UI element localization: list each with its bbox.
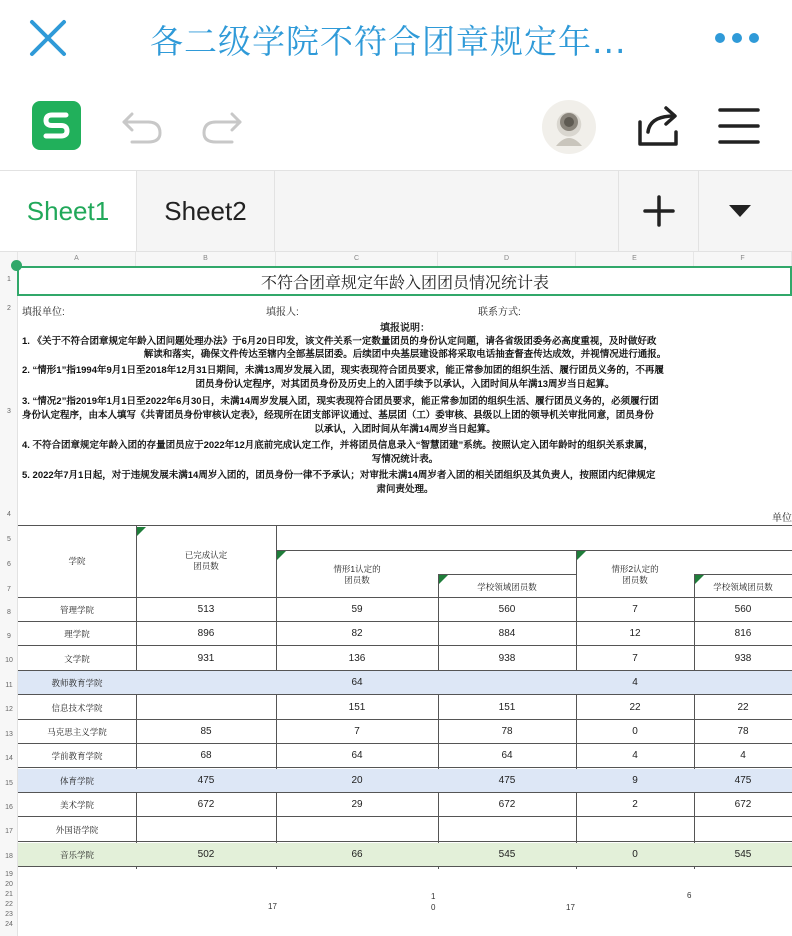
- close-icon: [26, 18, 70, 58]
- cell-case1-school[interactable]: 475: [498, 775, 516, 786]
- note-line: 解读和落实，确保文件传达至辖内全部基层团委。后续团中央基层建设部将采取电话抽查督查传达成效，并视情况进行通报。: [143, 349, 667, 360]
- app-logo-icon[interactable]: [32, 101, 81, 150]
- cell-completed[interactable]: 896: [197, 628, 215, 639]
- cell-completed[interactable]: [136, 818, 276, 842]
- cell-selection: [17, 266, 792, 296]
- cell-case1[interactable]: 151: [348, 702, 366, 713]
- column-header-d[interactable]: D: [438, 252, 576, 266]
- row-header[interactable]: 2: [7, 305, 11, 312]
- cell-completed[interactable]: 85: [200, 726, 212, 737]
- cell-completed[interactable]: 672: [197, 799, 215, 810]
- header-completed[interactable]: 已完成认定 团员数: [184, 550, 228, 571]
- cell-college[interactable]: 管理学院: [59, 605, 94, 615]
- comment-marker[interactable]: [577, 551, 586, 560]
- contact-label[interactable]: 联系方式:: [478, 307, 521, 318]
- title-bar: [0, 0, 792, 78]
- document-title: 各二级学院不符合团章规定年...: [150, 22, 627, 61]
- cell-case1-school[interactable]: 560: [498, 604, 516, 615]
- cell-case1-school[interactable]: [438, 818, 576, 842]
- note-line: 以承认，入团时间从年满14周岁当日起算。: [314, 424, 496, 435]
- column-header-a[interactable]: A: [18, 252, 136, 266]
- share-button[interactable]: [634, 102, 684, 150]
- table-row[interactable]: [18, 671, 792, 695]
- cell-college[interactable]: 教师教育学院: [51, 678, 103, 688]
- note-line: 身份认定程序，由本人填写《共青团员身份审核认定表》，经现所在团支部评议通过、基层团（工）委审核、县级以上团的领导机关审批同意，团员身份: [22, 410, 654, 421]
- row-header[interactable]: 1: [7, 276, 11, 283]
- cell-case1[interactable]: 64: [351, 750, 363, 761]
- row-header[interactable]: 8: [7, 609, 11, 616]
- note-line: 1. 《关于不符合团章规定年龄入团问题处理办法》于6月20日印发，该文件关系一定数量团员的身份认定问题，请各省级团委务必高度重视，及时做好政: [22, 336, 657, 347]
- table-row[interactable]: [18, 769, 792, 793]
- row-header[interactable]: 18: [5, 853, 13, 860]
- row-header[interactable]: 22: [5, 901, 13, 908]
- footer-cell-b[interactable]: 17: [268, 902, 277, 911]
- row-header[interactable]: 10: [5, 657, 13, 664]
- cell-case1[interactable]: 82: [351, 628, 363, 639]
- cell-case2-school[interactable]: 545: [734, 849, 752, 860]
- menu-button[interactable]: [716, 106, 762, 146]
- row-header[interactable]: 16: [5, 804, 13, 811]
- table-row[interactable]: [18, 793, 792, 817]
- row-header[interactable]: 4: [7, 511, 11, 518]
- unit-label[interactable]: 填报单位:: [22, 307, 65, 318]
- cell-completed[interactable]: 68: [200, 750, 212, 761]
- cell-completed[interactable]: [136, 696, 276, 720]
- cell-case1-school[interactable]: [438, 671, 576, 695]
- cell-completed[interactable]: 502: [197, 849, 215, 860]
- table-row[interactable]: [18, 622, 792, 646]
- cell-case1-school[interactable]: 938: [498, 653, 516, 664]
- toolbar: [0, 78, 792, 170]
- cell-case1[interactable]: 20: [351, 775, 363, 786]
- cell-college[interactable]: 马克思主义学院: [47, 727, 107, 737]
- cell-case1[interactable]: 29: [351, 799, 363, 810]
- cell-case2-school[interactable]: 78: [737, 726, 749, 737]
- footer-cell-e[interactable]: 6: [687, 891, 692, 900]
- column-header-c[interactable]: C: [276, 252, 438, 266]
- cell-case2-school[interactable]: 22: [737, 702, 749, 713]
- menu-icon: [716, 106, 762, 146]
- add-sheet-button[interactable]: [618, 171, 698, 251]
- row-header[interactable]: 11: [5, 682, 13, 689]
- table-row[interactable]: [18, 720, 792, 744]
- cell-completed[interactable]: [136, 671, 276, 695]
- spreadsheet[interactable]: [0, 252, 792, 936]
- cell-case2[interactable]: 0: [632, 726, 638, 737]
- cell-completed[interactable]: 931: [197, 653, 215, 664]
- comment-marker[interactable]: [137, 527, 146, 536]
- row-header[interactable]: 19: [5, 871, 13, 878]
- redo-icon: [198, 104, 246, 148]
- row-header[interactable]: 3: [7, 408, 11, 415]
- row-header-column: [0, 266, 18, 936]
- table-row[interactable]: [18, 696, 792, 720]
- cell-case2-school[interactable]: 475: [734, 775, 752, 786]
- redo-button[interactable]: [198, 104, 246, 148]
- cell-case1-school[interactable]: 884: [498, 628, 516, 639]
- share-icon: [634, 102, 684, 150]
- cell-case1-school[interactable]: 64: [501, 750, 513, 761]
- note-line: 2. “情形1”指1994年9月1日至2018年12月31日期间，未满13周岁发展入团，现实表现符合团员要求，能正常参加团的组织生活、履行团员义务的，不再履: [22, 365, 664, 376]
- footer-cell-d[interactable]: 17: [566, 903, 575, 912]
- table-row[interactable]: [18, 843, 792, 867]
- cell-case2-school[interactable]: 560: [734, 604, 752, 615]
- cell-case2[interactable]: 0: [632, 849, 638, 860]
- cell-case2-school[interactable]: 816: [734, 628, 752, 639]
- cell-case1-school[interactable]: 545: [498, 849, 516, 860]
- more-icon: [712, 28, 762, 48]
- cell-college[interactable]: 文学院: [64, 654, 90, 664]
- close-button[interactable]: [26, 18, 70, 58]
- footer-cell-c-top[interactable]: 1: [431, 892, 436, 901]
- table-row[interactable]: [18, 647, 792, 671]
- note-line: 团员身份认定程序，对其团员身份及历史上的入团手续予以承认，入团时间从年满13周岁当日起算。: [195, 379, 615, 390]
- cell-case2[interactable]: 4: [632, 677, 638, 688]
- row-header[interactable]: 21: [5, 891, 13, 898]
- cell-case1-school[interactable]: 78: [501, 726, 513, 737]
- cell-college[interactable]: 美术学院: [59, 800, 94, 810]
- note-line: 肃问责处理。: [376, 484, 434, 495]
- cell-college[interactable]: 体育学院: [59, 776, 94, 786]
- selection-handle[interactable]: [11, 260, 22, 271]
- table-row[interactable]: [18, 598, 792, 622]
- table-row[interactable]: [18, 818, 792, 842]
- notes-heading: 填报说明：: [380, 323, 430, 334]
- column-header-b[interactable]: B: [136, 252, 276, 266]
- undo-button[interactable]: [118, 104, 166, 148]
- sheet-list-button[interactable]: [698, 171, 792, 251]
- sheet-tab-bar: [0, 170, 792, 252]
- row-header[interactable]: 23: [5, 911, 13, 918]
- row-header[interactable]: 5: [7, 536, 11, 543]
- grid-line: [276, 550, 792, 551]
- column-header-e[interactable]: E: [576, 252, 694, 266]
- table-row[interactable]: [18, 744, 792, 768]
- cell-college[interactable]: 音乐学院: [59, 850, 94, 860]
- header-case2-school[interactable]: 学校领域团员数: [713, 582, 773, 592]
- cell-case2-school[interactable]: [694, 671, 792, 695]
- note-line: 4. 不符合团章规定年龄入团的存量团员应于2022年12月底前完成认定工作，并将团员信息录入“智慧团建”系统。按照认定入团年龄时的组织关系隶属，: [22, 440, 654, 451]
- header-case2[interactable]: 情形2认定的 团员数: [611, 564, 659, 585]
- cell-college[interactable]: 信息技术学院: [51, 703, 103, 713]
- triangle-down-icon: [699, 171, 792, 251]
- cell-case2-school[interactable]: [694, 818, 792, 842]
- cell-case2[interactable]: 22: [629, 702, 641, 713]
- cell-case1[interactable]: 59: [351, 604, 363, 615]
- row-header[interactable]: 15: [5, 780, 13, 787]
- row-header[interactable]: 7: [7, 586, 11, 593]
- avatar[interactable]: [542, 100, 596, 154]
- note-line: 写情况统计表。: [371, 454, 439, 465]
- comment-marker[interactable]: [277, 551, 286, 560]
- row-header[interactable]: 24: [5, 921, 13, 928]
- undo-icon: [118, 104, 166, 148]
- cell-case1[interactable]: 136: [348, 653, 366, 664]
- cell-case2[interactable]: 7: [632, 604, 638, 615]
- sheet-title-cell[interactable]: 不符合团章规定年龄入团团员情况统计表: [260, 275, 549, 292]
- cell-college[interactable]: 外国语学院: [55, 825, 99, 835]
- row-header[interactable]: 12: [5, 706, 13, 713]
- header-college[interactable]: 学院: [68, 556, 86, 566]
- cell-college[interactable]: 理学院: [64, 629, 90, 639]
- cell-case2-school[interactable]: 672: [734, 799, 752, 810]
- cell-case2[interactable]: 7: [632, 653, 638, 664]
- note-line: 3. “情况2”指2019年1月1日至2022年6月30日，未满14周岁发展入团，现实表现符合团员要求，能正常参加团的组织生活、履行团员义务的，必须履行团: [22, 396, 659, 407]
- cell-case2[interactable]: [576, 818, 694, 842]
- cell-case1[interactable]: 64: [351, 677, 363, 688]
- tab-sheet2[interactable]: Sheet2: [137, 171, 275, 251]
- footer-cell-c-bottom[interactable]: 0: [431, 903, 436, 912]
- cell-case2-school[interactable]: 4: [740, 750, 746, 761]
- cell-completed[interactable]: 475: [197, 775, 215, 786]
- note-line: 5. 2022年7月1日起，对于违规发展未满14周岁入团的，团员身份一律不予承认；对审批未满14周岁者入团的相关团组织及其负责人，按照团内纪律规定: [22, 470, 656, 481]
- more-button[interactable]: [712, 28, 762, 48]
- row-header[interactable]: 6: [7, 561, 11, 568]
- cell-case2-school[interactable]: 938: [734, 653, 752, 664]
- header-case1[interactable]: 情形1认定的 团员数: [333, 564, 381, 585]
- filler-label[interactable]: 填报人:: [266, 307, 299, 318]
- data-table: [18, 525, 792, 868]
- cell-case2[interactable]: 12: [629, 628, 641, 639]
- cell-case1[interactable]: [276, 818, 438, 842]
- header-case1-school[interactable]: 学校领域团员数: [477, 582, 537, 592]
- cell-case2[interactable]: 2: [632, 799, 638, 810]
- row-header[interactable]: 14: [5, 755, 13, 762]
- cell-case2[interactable]: 4: [632, 750, 638, 761]
- grid-line: [694, 574, 792, 575]
- column-header-f[interactable]: F: [694, 252, 792, 266]
- cell-completed[interactable]: 513: [197, 604, 215, 615]
- unit-cell[interactable]: 单位: [772, 513, 792, 524]
- row-header[interactable]: 17: [5, 828, 13, 835]
- tab-sheet1[interactable]: Sheet1: [0, 171, 137, 251]
- row-header[interactable]: 13: [5, 731, 13, 738]
- plus-icon: [619, 171, 699, 251]
- cell-case1-school[interactable]: 151: [498, 702, 516, 713]
- cell-college[interactable]: 学前教育学院: [51, 751, 103, 761]
- cell-case1[interactable]: 66: [351, 849, 363, 860]
- cell-case1[interactable]: 7: [354, 726, 360, 737]
- grid-line: [438, 574, 576, 575]
- row-header[interactable]: 9: [7, 633, 11, 640]
- row-header[interactable]: 20: [5, 881, 13, 888]
- cell-case1-school[interactable]: 672: [498, 799, 516, 810]
- cell-case2[interactable]: 9: [632, 775, 638, 786]
